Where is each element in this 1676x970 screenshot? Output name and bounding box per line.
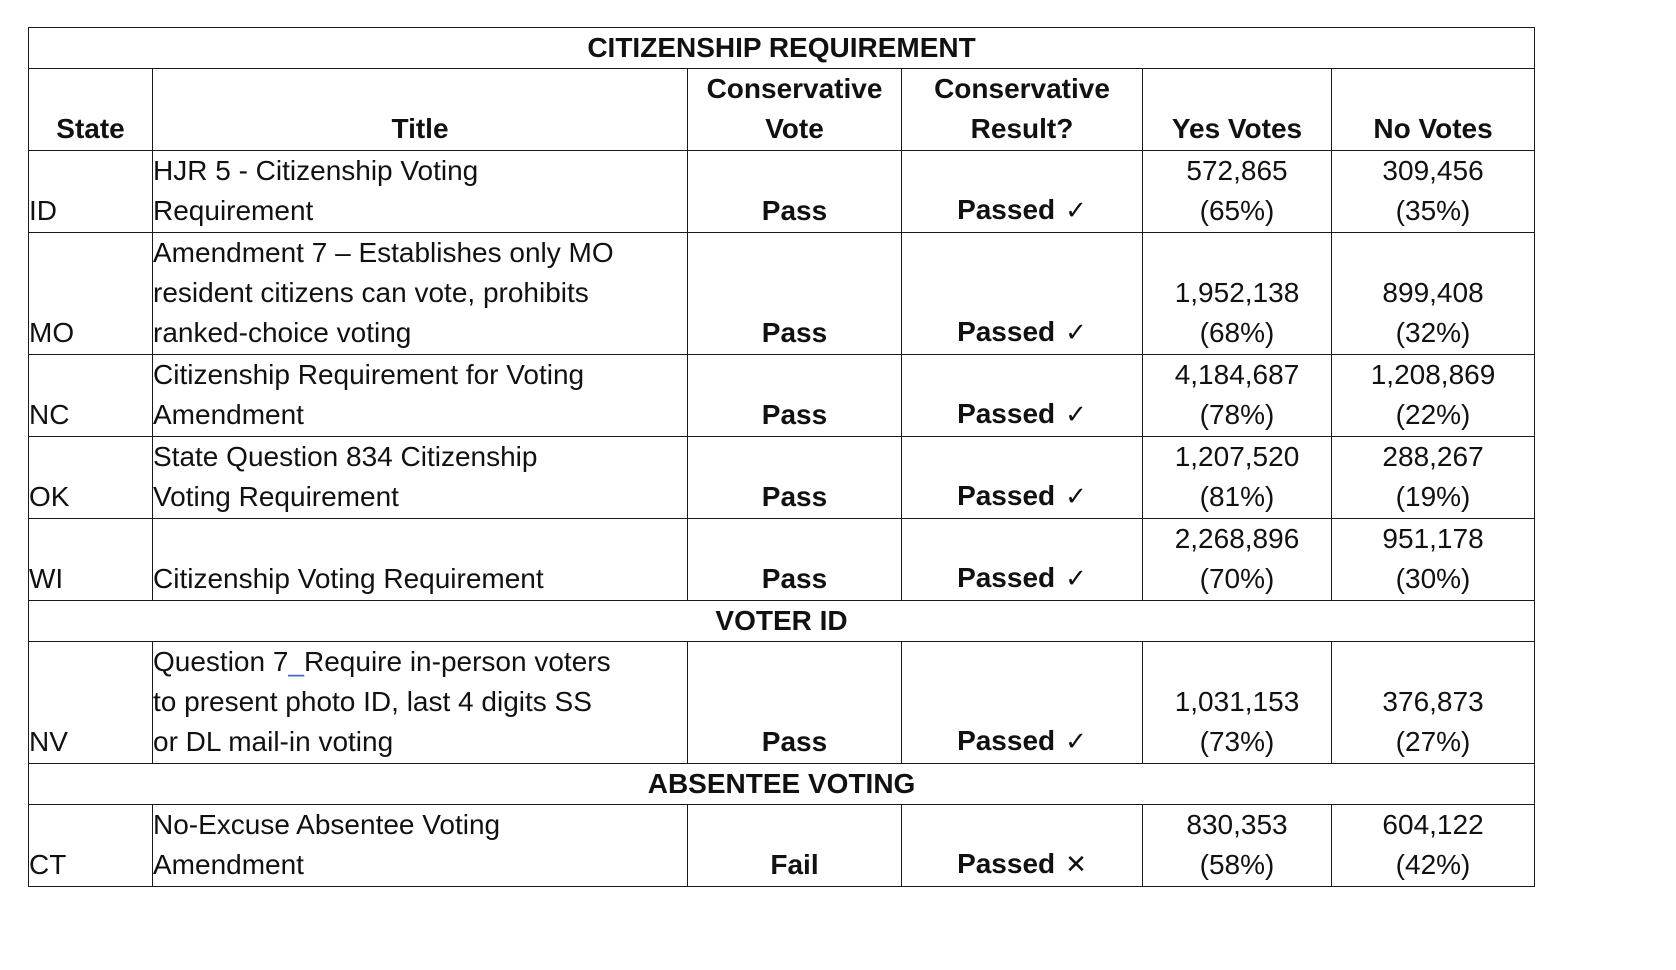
no-votes-cell bbox=[1332, 437, 1535, 519]
state-cell: NV bbox=[29, 642, 153, 764]
state-cell: NC bbox=[29, 355, 153, 437]
yes-votes-cell bbox=[1143, 437, 1332, 519]
title-line: Requirement bbox=[153, 195, 314, 226]
state-cell: OK bbox=[29, 437, 153, 519]
conservative-vote-cell: Pass bbox=[688, 519, 902, 601]
title-line: resident citizens can vote, prohibits bbox=[153, 277, 589, 308]
column-header-conservative-result bbox=[902, 69, 1143, 151]
title-line: Voting Requirement bbox=[153, 481, 399, 512]
yes-votes-percent: (78%) bbox=[1199, 399, 1275, 430]
title-line: Amendment bbox=[153, 849, 304, 880]
yes-votes-percent: (68%) bbox=[1199, 317, 1275, 348]
result-text: Passed bbox=[957, 398, 1056, 429]
conservative-result-cell bbox=[902, 233, 1143, 355]
conservative-vote-cell: Pass bbox=[688, 437, 902, 519]
no-votes-cell bbox=[1332, 519, 1535, 601]
yes-votes-count: 1,031,153 bbox=[1174, 686, 1300, 717]
ballot-measures-table bbox=[28, 27, 1535, 887]
title-cell bbox=[153, 805, 688, 887]
no-votes-cell bbox=[1332, 805, 1535, 887]
yes-votes-cell bbox=[1143, 233, 1332, 355]
title-line: ranked-choice voting bbox=[153, 317, 412, 348]
yes-votes-count: 830,353 bbox=[1186, 809, 1288, 840]
no-votes-cell bbox=[1332, 151, 1535, 233]
no-votes-percent: (22%) bbox=[1395, 399, 1471, 430]
title-cell bbox=[153, 642, 688, 764]
header-line: Vote bbox=[765, 113, 824, 144]
no-votes-cell bbox=[1332, 233, 1535, 355]
no-votes-count: 376,873 bbox=[1382, 686, 1484, 717]
table-row bbox=[29, 437, 1535, 519]
conservative-vote-cell: Pass bbox=[688, 151, 902, 233]
no-votes-count: 899,408 bbox=[1382, 277, 1484, 308]
checkmark-icon: ✓ bbox=[1065, 318, 1087, 348]
yes-votes-cell bbox=[1143, 642, 1332, 764]
yes-votes-percent: (58%) bbox=[1199, 849, 1275, 880]
section-heading: VOTER ID bbox=[29, 601, 1535, 642]
result-text: Passed bbox=[957, 725, 1056, 756]
yes-votes-count: 1,952,138 bbox=[1174, 277, 1300, 308]
column-header-title: Title bbox=[153, 69, 688, 151]
yes-votes-count: 4,184,687 bbox=[1174, 359, 1300, 390]
no-votes-percent: (27%) bbox=[1395, 726, 1471, 757]
conservative-vote-cell: Pass bbox=[688, 233, 902, 355]
no-votes-percent: (30%) bbox=[1395, 563, 1471, 594]
section-heading-row bbox=[29, 601, 1535, 642]
title-line: HJR 5 - Citizenship Voting bbox=[153, 155, 479, 186]
title-cell bbox=[153, 437, 688, 519]
yes-votes-percent: (81%) bbox=[1199, 481, 1275, 512]
no-votes-count: 309,456 bbox=[1382, 155, 1484, 186]
state-cell: MO bbox=[29, 233, 153, 355]
table-row bbox=[29, 355, 1535, 437]
result-text: Passed bbox=[957, 562, 1056, 593]
column-header-conservative-vote bbox=[688, 69, 902, 151]
conservative-vote-cell: Pass bbox=[688, 355, 902, 437]
yes-votes-count: 572,865 bbox=[1186, 155, 1288, 186]
table-row bbox=[29, 642, 1535, 764]
title-cell bbox=[153, 233, 688, 355]
title-line: State Question 834 Citizenship bbox=[153, 441, 538, 472]
yes-votes-percent: (70%) bbox=[1199, 563, 1275, 594]
x-mark-icon: ✕ bbox=[1065, 850, 1087, 880]
no-votes-count: 288,267 bbox=[1382, 441, 1484, 472]
no-votes-count: 951,178 bbox=[1382, 523, 1484, 554]
state-cell: CT bbox=[29, 805, 153, 887]
column-header-no-votes: No Votes bbox=[1332, 69, 1535, 151]
title-line: Question 7_Require in-person voters bbox=[153, 646, 611, 677]
table-row bbox=[29, 519, 1535, 601]
column-header-yes-votes: Yes Votes bbox=[1143, 69, 1332, 151]
table-row bbox=[29, 151, 1535, 233]
yes-votes-cell bbox=[1143, 519, 1332, 601]
title-line: No-Excuse Absentee Voting bbox=[153, 809, 501, 840]
conservative-result-cell bbox=[902, 642, 1143, 764]
yes-votes-cell bbox=[1143, 355, 1332, 437]
title-line: Amendment bbox=[153, 399, 304, 430]
title-cell bbox=[153, 355, 688, 437]
header-line: Conservative bbox=[934, 73, 1110, 104]
conservative-result-cell bbox=[902, 519, 1143, 601]
checkmark-icon: ✓ bbox=[1065, 482, 1087, 512]
checkmark-icon: ✓ bbox=[1065, 400, 1087, 430]
section-heading: CITIZENSHIP REQUIREMENT bbox=[29, 28, 1535, 69]
yes-votes-percent: (73%) bbox=[1199, 726, 1275, 757]
checkmark-icon: ✓ bbox=[1065, 196, 1087, 226]
no-votes-cell bbox=[1332, 355, 1535, 437]
header-line: Result? bbox=[970, 113, 1074, 144]
header-line: Conservative bbox=[706, 73, 883, 104]
result-text: Passed bbox=[957, 316, 1056, 347]
yes-votes-count: 2,268,896 bbox=[1174, 523, 1300, 554]
yes-votes-percent: (65%) bbox=[1199, 195, 1275, 226]
section-heading: ABSENTEE VOTING bbox=[29, 764, 1535, 805]
conservative-vote-cell: Pass bbox=[688, 642, 902, 764]
column-header-row bbox=[29, 69, 1535, 151]
no-votes-percent: (19%) bbox=[1395, 481, 1471, 512]
no-votes-percent: (32%) bbox=[1395, 317, 1471, 348]
section-heading-row bbox=[29, 764, 1535, 805]
column-header-state: State bbox=[29, 69, 153, 151]
conservative-result-cell bbox=[902, 355, 1143, 437]
yes-votes-count: 1,207,520 bbox=[1174, 441, 1300, 472]
title-cell bbox=[153, 151, 688, 233]
no-votes-cell bbox=[1332, 642, 1535, 764]
title-line: to present photo ID, last 4 digits SS bbox=[153, 686, 592, 717]
result-text: Passed bbox=[957, 480, 1056, 511]
checkmark-icon: ✓ bbox=[1065, 564, 1087, 594]
no-votes-percent: (42%) bbox=[1395, 849, 1471, 880]
table-row bbox=[29, 805, 1535, 887]
table-row bbox=[29, 233, 1535, 355]
title-line: Citizenship Requirement for Voting bbox=[153, 359, 585, 390]
title-line: Amendment 7 – Establishes only MO bbox=[153, 237, 614, 268]
conservative-result-cell bbox=[902, 151, 1143, 233]
conservative-result-cell bbox=[902, 437, 1143, 519]
yes-votes-cell bbox=[1143, 805, 1332, 887]
no-votes-percent: (35%) bbox=[1395, 195, 1471, 226]
result-text: Passed bbox=[957, 848, 1056, 879]
state-cell: ID bbox=[29, 151, 153, 233]
result-text: Passed bbox=[957, 194, 1056, 225]
underscore-accent: _ bbox=[288, 646, 304, 677]
no-votes-count: 1,208,869 bbox=[1370, 359, 1496, 390]
title-line: Citizenship Voting Requirement bbox=[153, 563, 544, 594]
section-heading-row bbox=[29, 28, 1535, 69]
no-votes-count: 604,122 bbox=[1382, 809, 1484, 840]
title-cell bbox=[153, 519, 688, 601]
conservative-vote-cell: Fail bbox=[688, 805, 902, 887]
conservative-result-cell bbox=[902, 805, 1143, 887]
yes-votes-cell bbox=[1143, 151, 1332, 233]
checkmark-icon: ✓ bbox=[1065, 727, 1087, 757]
state-cell: WI bbox=[29, 519, 153, 601]
title-line: or DL mail-in voting bbox=[153, 726, 394, 757]
